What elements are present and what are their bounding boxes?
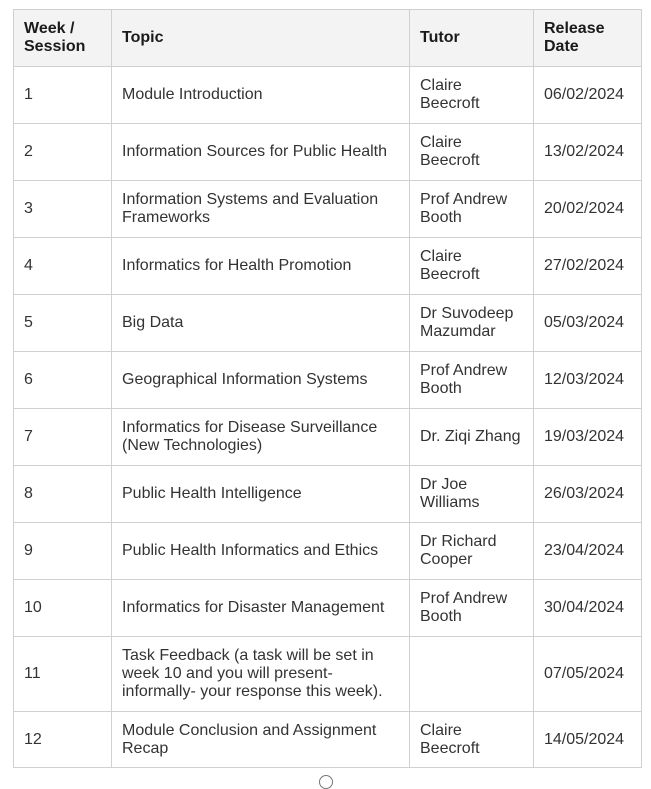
table-row: [14, 124, 642, 181]
table-header: [14, 10, 642, 67]
circle-icon[interactable]: [319, 775, 333, 789]
cell-tutor: Dr Suvodeep Mazumdar: [410, 295, 534, 352]
cell-week: 4: [14, 238, 112, 295]
cell-week: 2: [14, 124, 112, 181]
cell-tutor: Prof Andrew Booth: [410, 580, 534, 637]
cell-release-date: 14/05/2024: [534, 712, 642, 768]
cell-tutor: Claire Beecroft: [410, 238, 534, 295]
cell-release-date: 26/03/2024: [534, 466, 642, 523]
cell-week: 8: [14, 466, 112, 523]
module-schedule-table: [13, 9, 642, 768]
table-row: [14, 238, 642, 295]
cell-topic: Geographical Information Systems: [112, 352, 410, 409]
cell-topic: Public Health Intelligence: [112, 466, 410, 523]
cell-tutor: Claire Beecroft: [410, 124, 534, 181]
cell-week: 12: [14, 712, 112, 768]
cell-week: 1: [14, 67, 112, 124]
cell-release-date: 19/03/2024: [534, 409, 642, 466]
cell-tutor: Dr. Ziqi Zhang: [410, 409, 534, 466]
table-body: [14, 67, 642, 768]
cell-tutor: Claire Beecroft: [410, 67, 534, 124]
table-row: [14, 466, 642, 523]
table-row: [14, 67, 642, 124]
cell-release-date: 06/02/2024: [534, 67, 642, 124]
cell-tutor: Dr Richard Cooper: [410, 523, 534, 580]
cell-release-date: 12/03/2024: [534, 352, 642, 409]
cell-tutor: Dr Joe Williams: [410, 466, 534, 523]
cell-tutor: Claire Beecroft: [410, 712, 534, 768]
table-row: [14, 712, 642, 768]
cell-release-date: 07/05/2024: [534, 637, 642, 712]
cell-topic: Informatics for Health Promotion: [112, 238, 410, 295]
cell-release-date: 05/03/2024: [534, 295, 642, 352]
header-tutor: Tutor: [410, 10, 534, 67]
cell-release-date: 20/02/2024: [534, 181, 642, 238]
cell-week: 11: [14, 637, 112, 712]
header-row: [14, 10, 642, 67]
header-topic: Topic: [112, 10, 410, 67]
cell-release-date: 30/04/2024: [534, 580, 642, 637]
cell-release-date: 13/02/2024: [534, 124, 642, 181]
cell-topic: Informatics for Disaster Management: [112, 580, 410, 637]
cell-topic: Task Feedback (a task will be set in week 10 and you will present- informally- your response this week).: [112, 637, 410, 712]
table-row: [14, 409, 642, 466]
table-row: [14, 580, 642, 637]
table-row: [14, 295, 642, 352]
cell-topic: Module Conclusion and Assignment Recap: [112, 712, 410, 768]
header-week-session: Week / Session: [14, 10, 112, 67]
cell-release-date: 27/02/2024: [534, 238, 642, 295]
cell-week: 6: [14, 352, 112, 409]
cell-week: 5: [14, 295, 112, 352]
cell-topic: Information Sources for Public Health: [112, 124, 410, 181]
cell-release-date: 23/04/2024: [534, 523, 642, 580]
cell-tutor: [410, 637, 534, 712]
cell-topic: Module Introduction: [112, 67, 410, 124]
cell-topic: Informatics for Disease Surveillance (New Technologies): [112, 409, 410, 466]
table-row: [14, 637, 642, 712]
cell-topic: Big Data: [112, 295, 410, 352]
cell-week: 10: [14, 580, 112, 637]
header-release-date: Release Date: [534, 10, 642, 67]
cell-topic: Information Systems and Evaluation Frameworks: [112, 181, 410, 238]
cell-week: 3: [14, 181, 112, 238]
table-row: [14, 181, 642, 238]
cell-week: 9: [14, 523, 112, 580]
cell-tutor: Prof Andrew Booth: [410, 352, 534, 409]
cell-tutor: Prof Andrew Booth: [410, 181, 534, 238]
cell-topic: Public Health Informatics and Ethics: [112, 523, 410, 580]
table-row: [14, 523, 642, 580]
table-row: [14, 352, 642, 409]
cell-week: 7: [14, 409, 112, 466]
